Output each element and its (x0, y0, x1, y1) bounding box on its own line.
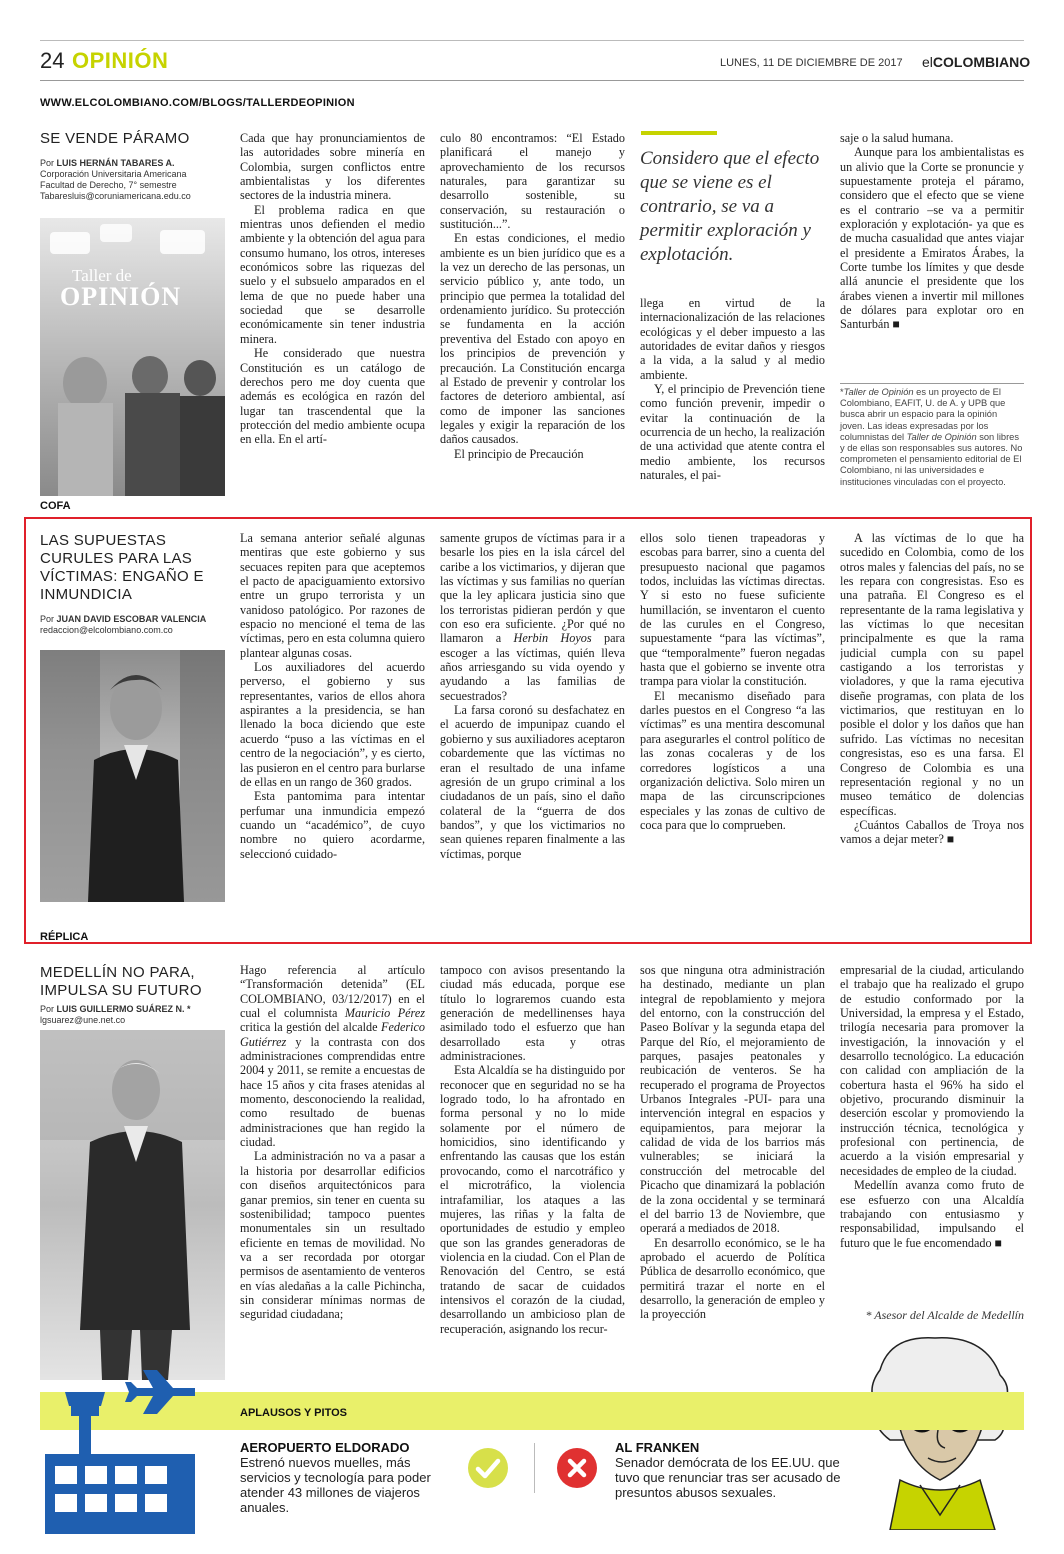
author-portrait-icon (40, 650, 225, 902)
article3-col1-p1 (240, 963, 425, 1149)
article3-column1 (240, 963, 425, 1373)
article3-col3-p1: sos que ninguna otra administración ha destinado, mediante un plan integral de repoblamiento y mejora del entorno, con la construcción del Paseo Bolívar y la segunda etapa del Parque del Río, el mejoramiento de parques, pasajes peatonales y reubicación de venteros. Se ha recuperado el programa de Proyectos Urbanos Integrales -PUI- para una intervención integral en espacios y equipamientos, para mejorar la calidad de vida de los barrios más vulnerables; se iniciará la construcción del metrocable del Picacho que dinamizará la población de la zona occidental y se terminará el del barrio 13 de Noviembre, que operará a mediados de 2018. (640, 963, 825, 1236)
header-top-rule (40, 40, 1024, 41)
article2-col3-p1: ellos solo tienen trapeadoras y escobas para barrer, sino a cuenta del presupuesto nacional que pagamos todos, incluidas las víctimas directas. Y si esto no fuese suficiente humillación, se inventaron el cuento de las curules en el Congreso, supuestamente “para las víctimas”, que “temporalmente” fueron negadas hasta que el gobierno se invente otra trampa para violar la constitución. (640, 531, 825, 689)
article3-column4 (840, 963, 1024, 1308)
article3-col1-b: critica la gestión del alcalde (240, 1020, 381, 1035)
pull-quote-accent (641, 131, 717, 135)
taller-opinion-illustration (40, 218, 225, 496)
label-cofa: COFA (40, 500, 71, 512)
article2-col1-p3: Esta pantomima para intentar perfumar una inmundicia empezó cuando un “académico”, de cuyo nombre no quiero acordarme, seleccionó cuidado- (240, 789, 425, 861)
page-number: 24 (40, 48, 65, 73)
article1-col2-p3: El principio de Precaución (454, 446, 584, 461)
article3-col4-p1: empresarial de la ciudad, articulando el trabajo que ha realizado el grupo de estudio conformado por la Universidad, la empresa y el Estado, trilogía necesaria para promover la investigación, la innovación y el desarrollo tecnológico. La educación con calidad con ampliación de la cobertura hasta el 96% ha sido el objetivo, procurando disminuir la deserción escolar y promoviendo la instrucción técnica, tecnológica y profesional con pertinencia, de acuerdo a la visión empresarial y necesidades de empleo de la ciudad. (840, 963, 1024, 1178)
article1-affiliation1: Corporación Universitaria Americana (40, 169, 187, 179)
article1-email[interactable]: Tabaresluis@coruniamericana.edu.co (40, 191, 191, 201)
cross-mark (557, 1448, 597, 1488)
newspaper-name (922, 54, 1030, 70)
article1-col2-p1: culo 80 encontramos: “El Estado planificará el manejo y aprovechamiento de los recursos naturales, para garantizar su desarrollo sostenible, su conservación, su restauración o sustitución...”. (440, 131, 625, 232)
section-title: OPINIÓN (72, 48, 169, 73)
newspaper-name-main: COLOMBIANO (932, 54, 1031, 70)
article2-col2-p2: La farsa coronó su desfachatez en el acuerdo de impunipaz cuando el gobierno y sus auxiliadores aceptaron cobardemente que las víctimas no eran el resultado de una infame agresión de un grupo criminal a los ciudadanos de un país, sino el daño colateral de la “guerra de dos bandos”, y que los victimarios no sean quienes reparen finalmente a las víctimas, porque (440, 703, 625, 861)
article3-email[interactable]: lgsuarez@une.net.co (40, 1015, 126, 1025)
article3-title: MEDELLÍN NO PARA, IMPULSA SU FUTURO (40, 964, 202, 999)
header-bottom-rule (40, 80, 1024, 81)
article3-col1-a: Hago referencia al artículo “Transformación detenida” (EL COLOMBIANO, 03/12/2017) en el cual el columnista (240, 963, 425, 1021)
aplausos-divider (534, 1443, 535, 1493)
article3-col1-c: y la contrasta con dos administraciones comprendidas entre 2004 y 2011, se remite a encuestas de hace 15 años y cita frases atenidas al momento, desconociendo la realidad, como resultado de buenas administraciones que han regido la ciudad. (240, 1034, 425, 1150)
taller-note-text1: es un proyecto de El Colombiano, EAFIT, U. de A. y UPB que busca abrir un espacio para la opinión joven. Las ideas expresadas por los columnistas del (840, 387, 1006, 442)
article2-col2-p1 (440, 531, 625, 703)
article2-col4-p1: A las víctimas de lo que ha sucedido en Colombia, como de los otros males y falencias del país, no se les repara con congresistas. Eso es una patraña. El Congreso es el representante de la rama legislativa y las víctimas lo que necesitan principalmente es que la rama judicial cumpla con su papel castigando a los terroristas y violadores, y que la rama ejecutiva diseñe programas, con plata de los victimarios, que restituyan en lo posible el dolor y los daños que han sufrido. Las víctimas no necesitan congresistas, eso es una farsa. El Congreso de Colombia es una representación regional y no un museo temático de dolencias específicas. (840, 531, 1024, 818)
article2-byline-prefix: Por (40, 614, 57, 624)
blog-url[interactable]: WWW.ELCOLOMBIANO.COM/BLOGS/TALLERDEOPINION (40, 97, 355, 109)
issue-date: LUNES, 11 DE DICIEMBRE DE 2017 (720, 57, 903, 69)
article1-affiliation2: Facultad de Derecho, 7° semestre (40, 180, 177, 190)
article3-col1-p2: La administración no va a pasar a la historia por desarrollar edificios con diseños arquitectónicos para ganar premios, sin tener en cuenta su sostenibilidad; tampoco puentes monumentales sin un resultado eficiente en temas de movilidad. No va a ser recordada por otorgar permisos de asentamiento de venteros en vías aledañas a la calle Pichincha, sin considerar mínimas normas de seguridad ciudadana; (240, 1149, 425, 1322)
article3-author-photo (40, 1030, 225, 1380)
aplausos-title: APLAUSOS Y PITOS (240, 1407, 347, 1419)
taller-note-name2: Taller de Opinión (906, 431, 977, 442)
article1-col3-p1: llega en virtud de la internacionalización de las relaciones ecológicas y el deber impuesto a las autoridades de evitar daños y riesgos a la vida, a la salud y al medio ambiente. (640, 296, 825, 382)
article2-column1 (240, 531, 425, 915)
article2-col1-p2: Los auxiliadores del acuerdo perverso, el gobierno y sus representantes, varios de ellos ahora aspirantes a la presidencia, se han llenado la boca diciendo que este acuerdo “puso a las víctimas en el centro de la negociación”, y es cierto, las pusieron en el centro para burlarse de ellas en un rango de 360 grados. (240, 660, 425, 789)
article3-column3 (640, 963, 825, 1373)
article3-col2-p2: Esta Alcaldía se ha distinguido por reconocer que en seguridad no se ha logrado todo, lo ha afrontado en forma personal y no lo mide solamente por el número de homicidios, sino identificando y enfrentando las causas que los están provocando, como el narcotráfico y el microtráfico, la violencia intrafamiliar, los ataques a las mujeres, las riñas y la falta de oportunidades de estudio y empleo que son las grandes generadoras de violencia en la ciudad. Con el Plan de Renovación del Centro, se está tratando de sacar de cuidados intensivos el corazón de la ciudad, desarrollando un ambicioso plan de recuperación, asignando los recur- (440, 1063, 625, 1336)
article1-column4 (840, 131, 1024, 381)
article1-col4-p2: Aunque para los ambientalistas es un alivio que la Corte se pronuncie y supuestamente proteja el páramo, considero que el efecto que se viene es el contrario –se va a permitir exploración y explotación- ya que es de mucha casualidad que antes viajar el presidente a Emiratos Árabes, la Corte tumbe los límites y que desde allá anuncie el presidente que los árabes vienen a invertir mil millones de dólares para explotar oro en Santurbán ■ (840, 145, 1024, 332)
article2-column4 (840, 531, 1024, 915)
article3-column2 (440, 963, 625, 1373)
caricature-face-icon (850, 1330, 1024, 1530)
article3-byline (40, 1004, 235, 1026)
article2-column2 (440, 531, 625, 915)
airport-illustration (45, 1362, 225, 1542)
article3-footnote: * Asesor del Alcalde de Medellín (865, 1308, 1024, 1322)
article2-author: JUAN DAVID ESCOBAR VALENCIA (56, 614, 207, 624)
article2-email[interactable]: redaccion@elcolombiano.com.co (40, 625, 173, 635)
article1-byline (40, 158, 235, 202)
article3-col4-p2: Medellín avanza como fruto de ese esfuerzo con una Alcaldía trabajando con entusiasmo y responsabilidad, impulsando el futuro que le fue encomendado ■ (840, 1178, 1024, 1250)
article3-col3-p2: En desarrollo económico, se le ha aprobado el acuerdo de Política Pública de desarrollo económico, que permitirá trazar el norte en el desarrollo, la generación de empleo y la proyección (640, 1235, 825, 1322)
check-mark (468, 1448, 508, 1488)
article2-column3 (640, 531, 825, 915)
article1-column1 (240, 131, 425, 491)
article1-pull-quote: Considero que el efecto que se viene es el contrario, se va a permitir exploración y explotación. (640, 148, 820, 265)
article1-col3-p2: Y, el principio de Prevención tiene como función prevenir, impedir o evitar la continuación de la ocurrencia de un hecho, la realización de una actividad que atente contra el medio ambiente, los recursos naturales, el pai- (640, 382, 825, 483)
aplauso-title: AEROPUERTO ELDORADO (240, 1440, 410, 1455)
article2-author-photo (40, 650, 225, 902)
taller-image-text1: Taller de (72, 266, 132, 285)
article1-author: LUIS HERNÁN TABARES A. (56, 158, 175, 168)
article2-col2-b: para escoger a las víctimas, quién lleva años arriesgando su vida oyendo y ayudando a las familias de secuestrados? (440, 631, 625, 703)
author-portrait-icon (40, 1030, 225, 1380)
article2-col1-p1: La semana anterior señalé algunas mentiras que este gobierno y sus secuaces repiten para que aceptemos el pacto de apaciguamiento extorsivo entre un grupo terrorista y un vanidoso patológico. Por razones de espacio no mencioné el tema de las víctimas, pero en esta columna quiero plantear algunas cosas. (240, 531, 425, 660)
article3-author: LUIS GUILLERMO SUÁREZ N. * (56, 1004, 191, 1014)
article2-col4-p2: ¿Cuántos Caballos de Troya nos vamos a dejar meter? ■ (840, 817, 1024, 847)
article1-column2 (440, 131, 625, 491)
article1-col1-p1: Cada que hay pronunciamientos de las autoridades sobre minería en Colombia, surgen conflictos entre ambientalistas y los diferentes sectores de la industria minera. (240, 131, 425, 203)
article3-col1-name1: Mauricio Pérez (344, 1006, 425, 1021)
taller-note-text2: son libres y de ellas son responsables sus autores. No comprometen el pensamiento editorial de El Colombiano, ni las universidades e instituciones vinculadas con el proyecto. (840, 431, 1023, 487)
article1-column3 (640, 296, 825, 491)
taller-note-star: * (840, 387, 844, 397)
airport-icon (45, 1362, 225, 1542)
article1-col1-p2: El problema radica en que mientras unos defienden el medio ambiente y la obtención del agua para consumo humano, los otros, intereses económicos sobre las riquezas del suelo y el subsuelo amparados en el lema de que no puede haber una sociedad que se desarrolle económicamente sin tener industria minera. (240, 202, 425, 346)
pito-title: AL FRANKEN (615, 1440, 700, 1455)
article2-col2-a: samente grupos de víctimas para ir a besarle los pies en la isla cárcel del caribe a los victimarios, y dijeran que las víctimas y sus familias no querían que la ley aplicara justicia sino que los terroristas pidieran perdón y que con eso era suficiente. ¿Por qué no llamaron a (440, 531, 625, 646)
article2-byline (40, 614, 235, 636)
taller-opinion-image (40, 218, 225, 496)
article1-title: SE VENDE PÁRAMO (40, 130, 190, 147)
cross-icon (557, 1448, 597, 1488)
article1-byline-prefix: Por (40, 158, 57, 168)
article1-col2-p2: En estas condiciones, el medio ambiente es un bien jurídico que es a la vez un derecho de las personas, un servicio público y, ante todo, un principio que permea la totalidad del ordenamiento jurídico. Su protección se fundamenta en la acción preventiva del Estado con apoyo en los principios de prevención y precaución. La Constitución encarga al Estado de prevenir y controlar los factores de deterioro ambiental, así como de imponer las sanciones legales y exigir la reparación de los daños causados. (440, 231, 625, 447)
article2-col3-p2: El mecanismo diseñado para darles puestos en el Congreso “a las víctimas” es una mentira descomunal para asegurarles el control político de las zonas cocaleras y de los corredores logísticos a una organización delictiva. Solo miren un mapa de las circunscripciones especiales y las zonas de cultivo de coca para que lo comprueben. (640, 688, 825, 832)
check-icon (468, 1448, 508, 1488)
newspaper-name-el: el (922, 54, 933, 70)
article3-col1-name2: Federico Gutiérrez (240, 1020, 425, 1049)
article2-col2-name: Herbin Hoyos (513, 631, 592, 646)
aplauso-text: Estrenó nuevos muelles, más servicios y tecnología para poder atender 43 millones de viajeros anuales. (240, 1455, 431, 1515)
article2-title: LAS SUPUESTAS CURULES PARA LAS VÍCTIMAS: ENGAÑO E INMUNDICIA (40, 532, 204, 603)
article1-col4-p1: saje o la salud humana. (840, 131, 954, 145)
caricature (850, 1330, 1024, 1530)
article1-col1-p3: He considerado que nuestra Constitución es un catálogo de derechos pero me doy cuenta que además es ecológica en razón del lugar tan trascendental que la protección del medio ambiente ocupa en ella. En el artí- (240, 346, 425, 447)
article3-byline-prefix: Por (40, 1004, 57, 1014)
pito-text: Senador demócrata de los EE.UU. que tuvo que renunciar tras ser acusado de presuntos abusos sexuales. (615, 1455, 841, 1500)
taller-note (840, 387, 1024, 488)
label-replica: RÉPLICA (40, 931, 89, 943)
taller-image-text2: OPINIÓN (60, 282, 182, 311)
note-rule (840, 383, 1024, 384)
article3-col2-p1: tampoco con avisos presentando la ciudad más educada, porque ese título lo lograremos cuando esta generación de medellinenses haya asimilado todo el esfuerzo que han desarrollado esta y otras administraciones. (440, 963, 625, 1064)
taller-note-name: Taller de Opinión (843, 387, 914, 397)
